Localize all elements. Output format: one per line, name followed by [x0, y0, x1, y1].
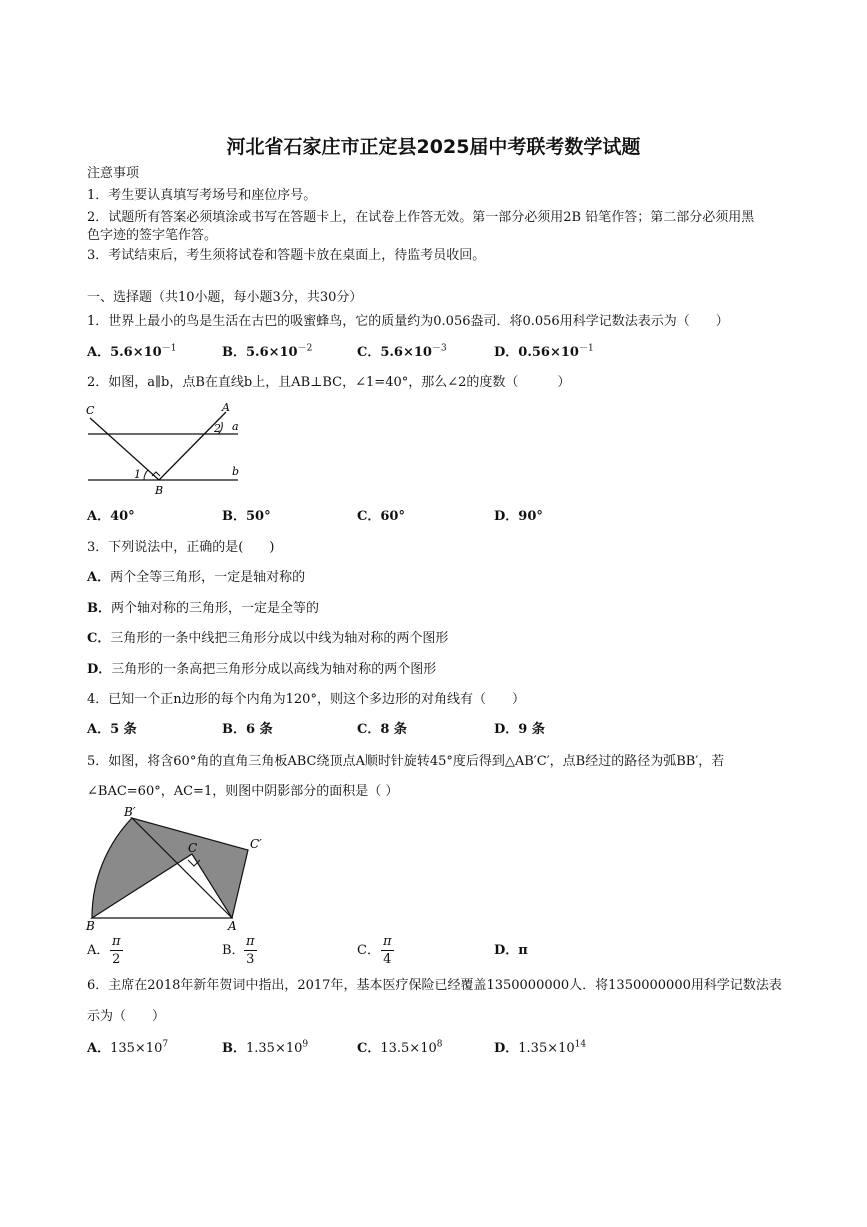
q3-option-a: A．两个全等三角形，一定是轴对称的 [87, 570, 306, 585]
q2-option-a: A．40° [87, 509, 135, 524]
question-3-stem: 3．下列说法中，正确的是( ) [87, 540, 275, 555]
label-b: B [86, 919, 95, 932]
label-b-prime: B′ [124, 805, 136, 819]
q1-option-d: D．$0.56\times 10^{-1}$ [494, 343, 594, 360]
q1-option-c: C．$5.6\times 10^{-3}$ [357, 343, 447, 360]
q4-option-d: D．9 条 [494, 722, 545, 737]
parallel-lines-figure [82, 400, 252, 498]
q6-option-d: D．$1.35\times 10^{14}$ [494, 1039, 587, 1056]
q5-option-c-label: C． [357, 943, 380, 958]
question-5-stem-line2: ∠BAC=60°，AC=1，则图中阴影部分的面积是（ ） [87, 784, 399, 799]
page-title: 河北省石家庄市正定县2025届中考联考数学试题 [226, 136, 641, 158]
label-c-prime: C′ [250, 837, 262, 851]
q5-option-c-fraction: $\frac{\pi}{4}$ [383, 934, 392, 967]
q3-option-b: B．两个轴对称的三角形，一定是全等的 [87, 601, 320, 616]
q2-option-c: C．60° [357, 509, 405, 524]
note-item: 3．考试结束后，考生须将试卷和答题卡放在桌面上，待监考员收回。 [87, 248, 486, 263]
question-6-stem-line2: 示为（ ） [87, 1009, 166, 1024]
label-a-point: A [222, 401, 230, 414]
note-item: 色字迹的签字笔作答。 [87, 228, 218, 243]
q5-option-b-fraction: $\frac{\pi}{3}$ [246, 934, 255, 967]
section-heading: 一、选择题（共10小题，每小题3分，共30分） [87, 290, 363, 305]
q4-option-b: B．6 条 [222, 722, 273, 737]
angle-1-label: 1 [134, 468, 141, 481]
q5-option-b-label: B． [222, 943, 245, 958]
notes-heading: 注意事项 [87, 166, 140, 181]
question-6-stem-line1: 6．主席在2018年新年贺词中指出，2017年，基本医疗保险已经覆盖1350000000人．将1350000000用科学记数法表 [87, 978, 782, 993]
label-a: A [228, 919, 237, 932]
q1-option-a: A．$5.6\times 10^{-1}$ [87, 343, 177, 360]
q6-option-c: C．$13.5\times 10^8$ [357, 1039, 443, 1056]
note-item: 1．考生要认真填写考场号和座位序号。 [87, 188, 317, 203]
q5-option-d: D．π [494, 943, 528, 958]
question-1-stem: 1．世界上最小的鸟是生活在古巴的吸蜜蜂鸟，它的质量约为0.056盎司．将0.056用科学记数法表示为（ ） [87, 314, 729, 329]
line-a-label: a [232, 420, 239, 433]
q2-option-d: D．90° [494, 509, 543, 524]
q6-option-b: B．$1.35\times 10^9$ [222, 1039, 309, 1056]
q6-option-a: A．$135\times 10^7$ [87, 1039, 169, 1056]
question-5-stem-line1: 5．如图，将含60°角的直角三角板ABC绕顶点A顺时针旋转45°度后得到△AB′C′，点B经过的路径为弧BB′，若 [87, 754, 725, 769]
question-2-stem: 2．如图，a∥b，点B在直线b上，且AB⊥BC，∠1=40°，那么∠2的度数（ ） [87, 375, 571, 390]
q5-option-a-label: A． [87, 943, 110, 958]
question-4-stem: 4．已知一个正n边形的每个内角为120°，则这个多边形的对角线有（ ） [87, 692, 525, 707]
rotated-triangle-figure [82, 802, 272, 932]
q4-option-a: A．5 条 [87, 722, 137, 737]
q3-option-c: C．三角形的一条中线把三角形分成以中线为轴对称的两个图形 [87, 631, 449, 646]
q2-option-b: B．50° [222, 509, 271, 524]
line-b-label: b [232, 465, 240, 478]
label-c: C [188, 841, 198, 855]
q4-option-c: C．8 条 [357, 722, 407, 737]
q3-option-d: D．三角形的一条高把三角形分成以高线为轴对称的两个图形 [87, 662, 437, 677]
label-c: C [86, 404, 95, 417]
note-item: 2．试题所有答案必须填涂或书写在答题卡上，在试卷上作答无效。第一部分必须用2B 铅笔作答；第二部分必须用黑 [87, 210, 755, 225]
label-b-point: B [155, 484, 164, 497]
q1-option-b: B．$5.6\times 10^{-2}$ [222, 343, 313, 360]
angle-2-label: 2 [214, 422, 221, 435]
q5-option-a-fraction: $\frac{\pi}{2}$ [112, 934, 121, 967]
